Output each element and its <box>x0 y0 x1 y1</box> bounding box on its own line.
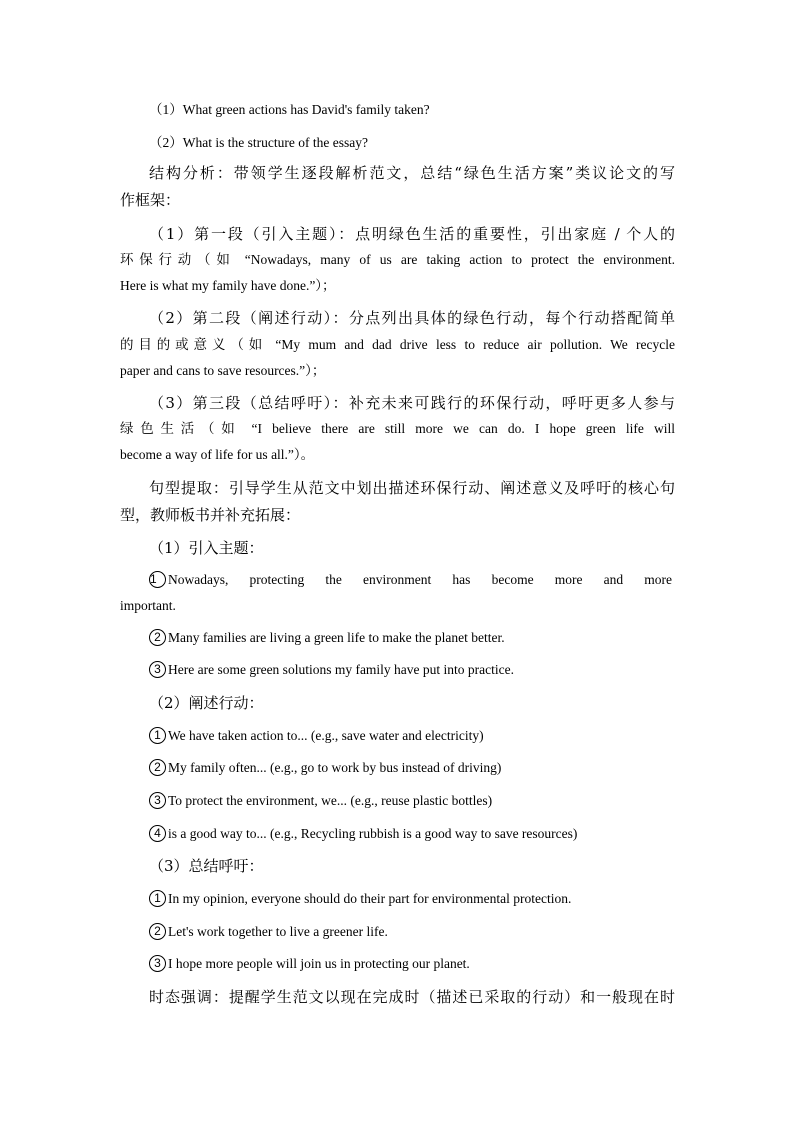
circled-number-3: 3 <box>149 955 166 972</box>
introduce-item-1-line2: important. <box>120 598 176 613</box>
sentence-extraction-line2: 型，教师板书并补充拓展： <box>120 506 301 524</box>
actions-item-1: 1 We have taken action to... (e.g., save water and electricity) <box>149 726 704 746</box>
actions-item-3: 3 To protect the environment, we... (e.g., reuse plastic bottles) <box>149 791 704 811</box>
circled-number-3: 3 <box>149 661 166 678</box>
para2-line1: （2）第二段（阐述行动）：分点列出具体的绿色行动，每个行动搭配简单 <box>149 309 675 327</box>
summary-item-1: 1 In my opinion, everyone should do their part for environmental protection. <box>149 889 704 909</box>
actions-item-4: 4 is a good way to... (e.g., Recycling rubbish is a good way to save resources) <box>149 824 704 844</box>
heading-describe-actions: （2）阐述行动： <box>149 694 264 712</box>
summary-item-2: 2 Let's work together to live a greener life. <box>149 922 704 942</box>
circled-number-1: 1 <box>149 890 166 907</box>
circled-number-2: 2 <box>149 629 166 646</box>
structure-analysis-line2: 作框架： <box>120 191 181 209</box>
para2-line2: 的目的或意义（如 “My mum and dad drive less to reduce air pollution. We recycle <box>120 337 675 352</box>
circled-number-1: 1 <box>149 727 166 744</box>
para2-line3: paper and cans to save resources.”）； <box>120 363 326 378</box>
question-2: （2）What is the structure of the essay? <box>149 135 368 150</box>
para3-line3: become a way of life for us all.”）。 <box>120 447 315 462</box>
para1-line2: 环保行动（如 “Nowadays, many of us are taking action to protect the environment. <box>120 252 675 267</box>
introduce-item-1-line1: 1 Nowadays, protecting the environment has become more and more <box>150 572 672 587</box>
para3-line1: （3）第三段（总结呼吁）：补充未来可践行的环保行动，呼吁更多人参与 <box>149 394 675 412</box>
heading-introduce-topic: （1）引入主题： <box>149 539 264 557</box>
tense-emphasis-line1: 时态强调：提醒学生范文以现在完成时（描述已采取的行动）和一般现在时 <box>149 988 675 1006</box>
introduce-item-3: 3 Here are some green solutions my family have put into practice. <box>149 660 704 680</box>
heading-summary-call: （3）总结呼吁： <box>149 857 264 875</box>
para1-line1: （1）第一段（引入主题）：点明绿色生活的重要性，引出家庭 / 个人的 <box>149 225 675 243</box>
structure-analysis-line1: 结构分析：带领学生逐段解析范文，总结“绿色生活方案”类议论文的写 <box>149 164 675 182</box>
question-1: （1）What green actions has David's family taken? <box>149 102 430 117</box>
circled-number-4: 4 <box>149 825 166 842</box>
circled-number-2: 2 <box>149 759 166 776</box>
para1-line3: Here is what my family have done.”）； <box>120 278 336 293</box>
summary-item-3: 3 I hope more people will join us in protecting our planet. <box>149 954 704 974</box>
sentence-extraction-line1: 句型提取：引导学生从范文中划出描述环保行动、阐述意义及呼吁的核心句 <box>149 479 675 497</box>
circled-number-3: 3 <box>149 792 166 809</box>
circled-number-2: 2 <box>149 923 166 940</box>
introduce-item-2: 2 Many families are living a green life to make the planet better. <box>149 628 704 648</box>
actions-item-2: 2 My family often... (e.g., go to work by bus instead of driving) <box>149 758 704 778</box>
circled-number-1: 1 <box>149 571 166 588</box>
para3-line2: 绿色生活（如 “I believe there are still more we can do. I hope green life will <box>120 421 675 436</box>
